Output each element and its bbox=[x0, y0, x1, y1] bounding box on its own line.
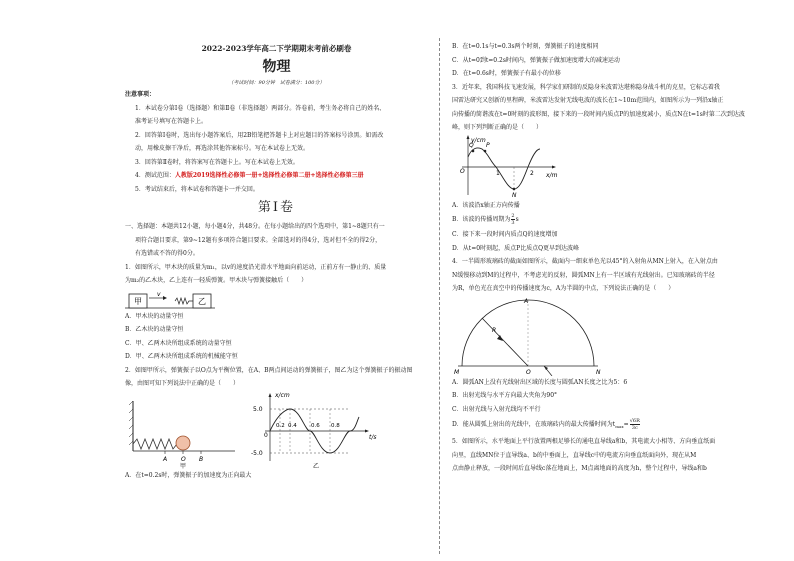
section1-line3: 有选错或不答的得0分。 bbox=[135, 250, 199, 257]
q3-label-p: P bbox=[486, 141, 490, 149]
q3-option-d: D．从t=0时刻起，质点P比质点Q更早到达波峰 bbox=[452, 244, 580, 252]
q1-option-b: B．乙木块的动量守恒 bbox=[125, 326, 184, 333]
q2-line2: 像，由图可知下列说法中正确的是（ ） bbox=[125, 380, 240, 387]
radius-arrow bbox=[497, 335, 503, 341]
q4-figure bbox=[452, 296, 762, 376]
exam-meta: （考试时间：90分钟 试卷满分：100分） bbox=[228, 80, 325, 86]
q1-option-a: A．甲木块的动量守恒 bbox=[125, 312, 184, 320]
q3-point-q bbox=[472, 149, 475, 152]
q3-figure bbox=[452, 135, 762, 199]
q3-option-b-unit: s bbox=[515, 216, 519, 223]
q4-option-d-sub: max bbox=[615, 424, 624, 430]
q5-line2: 向里，直线MN位于直导线a、b的中垂面上，直导线c中的电流方向垂直纸面向外，现在从M bbox=[452, 451, 697, 459]
q4-label-r: R bbox=[492, 326, 497, 334]
note-4-prefix: 4．测试范围： bbox=[135, 172, 175, 179]
tick-0-8: 0.8 bbox=[331, 422, 340, 429]
q2-diagram bbox=[125, 391, 428, 469]
note-4-range: 人教版2019选择性必修第一册+选择性必修第二册+选择性必修第三册 bbox=[174, 172, 364, 179]
q5-line1: 5．如图所示，水平地面上平行放置两根足够长的通电直导线a和b，其电流大小相等、方向垂直纸面 bbox=[452, 438, 716, 446]
q1-line2: 为m₂的乙木块，乙上连有一轻质弹簧。甲木块与弹簧接触后（ ） bbox=[125, 277, 308, 284]
q2-option-b: B．在t=0.1s与t=0.3s两个时刻，弹簧振子的速度相同 bbox=[452, 43, 599, 50]
note-1b: 准考证号填写在答题卡上。 bbox=[135, 118, 208, 125]
q2-option-c: C．从t=0到t=0.2s时间内，弹簧振子做加速度增大的减速运动 bbox=[452, 56, 620, 64]
q5-line3: 点由静止释放，一段时间后直导线c落在地面上，M点离地面的高度为h，整个过程中，导线a和b bbox=[452, 465, 707, 473]
q1-diagram bbox=[125, 288, 215, 310]
q4-option-d-eq: = bbox=[623, 421, 629, 428]
note-2b: 动，用橡皮擦干净后，再选涂其他答案标号。写在本试卷上无效。 bbox=[135, 145, 310, 152]
q4-label-o: O bbox=[526, 368, 531, 376]
y-bot-label: -5.0 bbox=[251, 449, 263, 457]
point-b-label: B bbox=[199, 455, 204, 463]
exam-title: 2022-2023学年高二下学期期末考前必刷卷 bbox=[201, 44, 352, 53]
q4-option-d-prefix: D．能从圆弧上射出的光线中，在玻璃砖内的最大传播时间为t bbox=[452, 421, 616, 428]
y-top-label: 5.0 bbox=[253, 405, 263, 413]
note-3: 3．回答第Ⅱ卷时，将答案写在答题卡上。写在本试卷上无效。 bbox=[135, 158, 299, 166]
section1-line2: 项符合题目要求，第9~12题有多项符合题目要求。全部选对的得4分，选对但不全的得2分， bbox=[135, 236, 382, 244]
point-o-label: O bbox=[181, 455, 186, 463]
q3-origin: O bbox=[460, 167, 465, 175]
q4-label-m: M bbox=[454, 368, 460, 376]
section-volume-title: 第Ⅰ卷 bbox=[257, 200, 296, 215]
notes-heading: 注意事项： bbox=[125, 91, 156, 98]
q2-option-a: A．在t=0.2s时，弹簧振子的加速度为正向最大 bbox=[125, 471, 252, 479]
fraction-den: 3 bbox=[511, 220, 515, 226]
note-2a: 2．回答第Ⅰ卷时，选出每小题答案后，用2B铅笔把答题卡上对应题目的答案标号涂黑。如需改 bbox=[135, 131, 384, 139]
q3-wave-diagram bbox=[452, 135, 562, 199]
t-axis-label: t/s bbox=[369, 433, 377, 441]
fig-a-caption: 甲 bbox=[180, 462, 187, 469]
q3-line2: 国雷达研究又创新的里程碑，米波雷达发射无线电波的波长在1~10m范围内，如图所示为一列沿x轴正 bbox=[452, 97, 724, 104]
velocity-label: v bbox=[157, 290, 161, 298]
q3-label-q: Q bbox=[469, 141, 474, 149]
q4-option-d bbox=[452, 416, 762, 435]
tick-0-4: 0.4 bbox=[288, 422, 297, 429]
note-4 bbox=[125, 169, 428, 183]
q1-option-c: C．甲、乙两木块所组成系统的动量守恒 bbox=[125, 339, 232, 347]
q4-option-b: B．出射光线与水平方向最大夹角为90° bbox=[452, 392, 558, 399]
oscillator-ball bbox=[176, 436, 190, 450]
q3-line3: 向传播的简谐波在t=0时刻的波形图，接下来的一段时间内质点P的加速度减小，质点N在t=1s时第二次到达波 bbox=[452, 110, 745, 118]
q3-point-n bbox=[513, 187, 516, 190]
q1-line1: 1．如图所示，甲木块的质量为m₁，以v的速度沿光滑水平地面向前运动，正前方有一静止的、质量 bbox=[125, 263, 387, 271]
q3-option-c: C．接下来一段时间内质点Q的速度增加 bbox=[452, 231, 558, 238]
q2-spring bbox=[133, 439, 177, 449]
velocity-arrowhead bbox=[163, 296, 167, 300]
tick-0-2: 0.2 bbox=[276, 422, 285, 429]
origin-label: 0 bbox=[264, 431, 268, 439]
left-column bbox=[125, 40, 428, 482]
section1-line1: 一、选择题：本题共12小题，每小题4分，共48分。在每小题给出的四个选项中，第1~8题只有一 bbox=[125, 223, 385, 230]
wave-curve bbox=[468, 147, 540, 188]
q1-option-d: D．甲、乙两木块所组成系统的机械能守恒 bbox=[125, 353, 238, 360]
block-a-label: 甲 bbox=[134, 296, 142, 306]
subject-title: 物理 bbox=[262, 59, 291, 75]
note-5: 5．考试结束后，将本试卷和答题卡一并交回。 bbox=[135, 185, 259, 193]
block-b-label: 乙 bbox=[198, 296, 206, 306]
right-column bbox=[452, 40, 762, 476]
note-1a: 1．本试卷分第Ⅰ卷（选择题）和第Ⅱ卷（非选择题）两部分。答卷前，考生务必将自己的姓名、 bbox=[135, 104, 386, 112]
q1-figure bbox=[125, 288, 428, 310]
radius-r bbox=[482, 318, 528, 366]
q3-tick-2: 2 bbox=[530, 169, 534, 177]
spring bbox=[175, 298, 193, 304]
q3-option-b-prefix: B．该波的传播周期为 bbox=[452, 216, 511, 223]
q2-figure bbox=[125, 391, 428, 469]
q3-option-a: A．该波沿x轴正方向传播 bbox=[452, 201, 520, 209]
q3-y-label: y/cm bbox=[471, 136, 486, 144]
q4-line3: 为R，单色光在真空中的传播速度为c，A为半圆的中点，下列说法正确的是（ ） bbox=[452, 285, 675, 292]
q3-line1: 3．近年来，我国科技飞速发展，科学家们研制的反隐身米波雷达堪称隐身战斗机的克星，它标志着我 bbox=[452, 83, 720, 91]
q4-label-a: A bbox=[524, 297, 529, 305]
x-axis-label: x/cm bbox=[275, 391, 290, 399]
wall-hatch bbox=[129, 401, 133, 445]
q4-line1: 4．一半圆形玻璃砖的截面如图所示，截面内一细束单色光以45°的入射角从MN上射入，在入射点由 bbox=[452, 258, 718, 265]
q3-label-n: N bbox=[512, 191, 517, 199]
q4-semicircle-diagram bbox=[452, 296, 612, 376]
period-fraction bbox=[511, 213, 514, 226]
q4-option-c: C．出射光线与入射光线均不平行 bbox=[452, 405, 541, 413]
q3-tick-1: 1 bbox=[496, 169, 500, 177]
fig-b-caption: 乙 bbox=[313, 462, 320, 469]
column-divider bbox=[439, 38, 440, 554]
q4-label-n: N bbox=[596, 368, 601, 376]
time-den: 3c bbox=[631, 425, 638, 431]
q4-option-a: A．圆弧AN上没有光线射出区域的长度与圆弧AN长度之比为5：6 bbox=[452, 378, 628, 386]
point-a-label: A bbox=[163, 455, 168, 463]
time-fraction bbox=[630, 418, 640, 431]
q2-option-d: D．在t=0.6s时，弹簧振子有最小的位移 bbox=[452, 70, 561, 77]
q3-line4: 峰，则下列判断正确的是（ ） bbox=[452, 124, 543, 131]
q3-x-label: x/m bbox=[546, 171, 558, 179]
q2-line1: 2．如图甲所示，弹簧振子以O点为平衡位置，在A、B两点间运动的弹簧振子，图乙为这个弹簧振子的振动图 bbox=[125, 366, 413, 374]
q4-line2: N缓慢移动到M的过程中，不考虑光的反射，圆弧MN上有一半区域有光线射出。已知玻璃砖的半径 bbox=[452, 271, 715, 279]
q3-option-b bbox=[452, 212, 762, 228]
q3-point-p bbox=[484, 149, 487, 152]
tick-0-6: 0.6 bbox=[311, 422, 320, 429]
fraction-num: 2 bbox=[511, 213, 515, 219]
time-num: √6R bbox=[629, 418, 640, 424]
